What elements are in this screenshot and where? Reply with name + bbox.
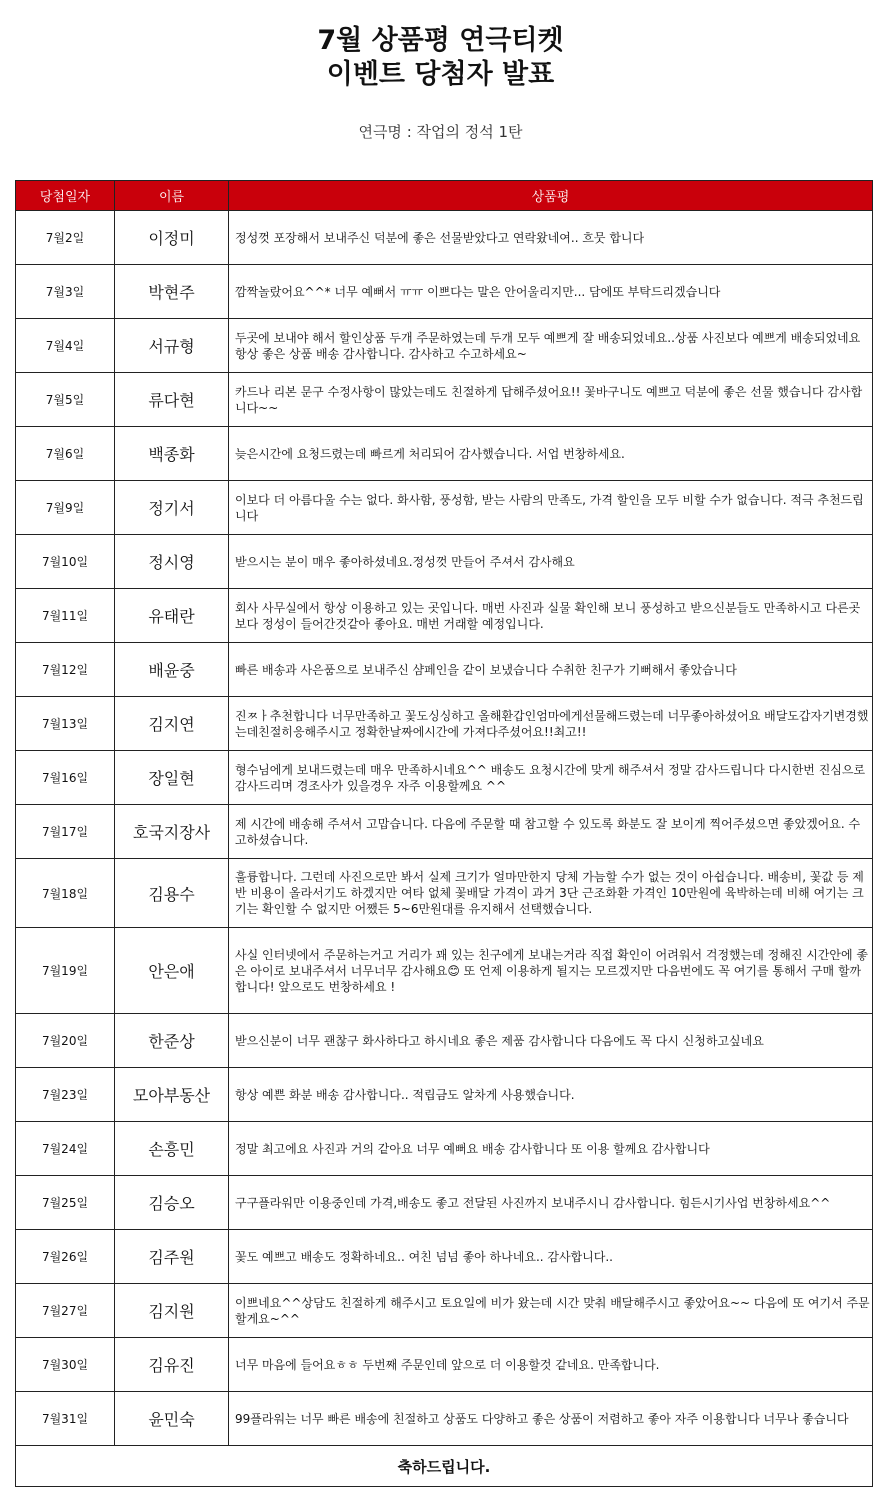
winner-date: 7월4일 (16, 319, 115, 373)
winner-review: 항상 예쁜 화분 배송 감사합니다.. 적립금도 알차게 사용했습니다. (229, 1068, 873, 1122)
winner-review: 받으시는 분이 매우 좋아하셨네요.정성껏 만들어 주셔서 감사해요 (229, 535, 873, 589)
table-row (16, 1014, 873, 1068)
winner-date: 7월18일 (16, 859, 115, 928)
table-row (16, 1176, 873, 1230)
winner-name: 김주원 (115, 1230, 229, 1284)
winner-name: 백종화 (115, 427, 229, 481)
winner-review: 정성껏 포장해서 보내주신 덕분에 좋은 선물받았다고 연락왔네여.. 흐뭇 합니다 (229, 211, 873, 265)
winner-name: 윤민숙 (115, 1392, 229, 1446)
table-row (16, 928, 873, 1014)
winner-date: 7월16일 (16, 751, 115, 805)
winner-review: 꽃도 예쁘고 배송도 정확하네요.. 여친 넘넘 좋아 하나네요.. 감사합니다.. (229, 1230, 873, 1284)
winner-date: 7월20일 (16, 1014, 115, 1068)
winner-review: 이쁘네요^^상담도 친절하게 해주시고 토요일에 비가 왔는데 시간 맞춰 배달해주시고 좋았어요~~ 다음에 또 여기서 주문할게요~^^ (229, 1284, 873, 1338)
winner-date: 7월31일 (16, 1392, 115, 1446)
winner-name: 김승오 (115, 1176, 229, 1230)
winner-date: 7월13일 (16, 697, 115, 751)
winner-name: 배윤중 (115, 643, 229, 697)
table-row (16, 1284, 873, 1338)
winner-review: 카드나 리본 문구 수정사항이 많았는데도 친절하게 답해주셨어요!! 꽃바구니도 예쁘고 덕분에 좋은 선물 했습니다 감사합니다~~ (229, 373, 873, 427)
table-footer-row (16, 1446, 873, 1487)
table-row (16, 1122, 873, 1176)
column-header-name: 이름 (115, 181, 229, 211)
winner-date: 7월12일 (16, 643, 115, 697)
winner-name: 호국지장사 (115, 805, 229, 859)
winner-review: 두곳에 보내야 해서 할인상품 두개 주문하였는데 두개 모두 예쁘게 잘 배송되었네요..상품 사진보다 예쁘게 배송되었네요 항상 좋은 상품 배송 감사합니다. 감사하고 수고하세요~ (229, 319, 873, 373)
table-row (16, 427, 873, 481)
table-row (16, 697, 873, 751)
congratulations-text: 축하드립니다. (16, 1446, 873, 1487)
winner-review: 너무 마음에 들어요ㅎㅎ 두번째 주문인데 앞으로 더 이용할것 같네요. 만족합니다. (229, 1338, 873, 1392)
winner-name: 박현주 (115, 265, 229, 319)
page-title (0, 24, 881, 92)
winner-date: 7월9일 (16, 481, 115, 535)
winner-review: 구구플라워만 이용중인데 가격,배송도 좋고 전달된 사진까지 보내주시니 감사합니다. 힘든시기사업 번창하세요^^ (229, 1176, 873, 1230)
winner-date: 7월26일 (16, 1230, 115, 1284)
winner-name: 손흥민 (115, 1122, 229, 1176)
winner-review: 이보다 더 아름다울 수는 없다. 화사함, 풍성함, 받는 사람의 만족도, 가격 할인을 모두 비할 수가 없습니다. 적극 추천드립니다 (229, 481, 873, 535)
winner-name: 이정미 (115, 211, 229, 265)
winner-name: 서규형 (115, 319, 229, 373)
winner-review: 진ㅉㅏ추천합니다 너무만족하고 꽃도싱싱하고 올해환갑인엄마에게선물해드렸는데 너무좋아하셨어요 배달도갑자기변경했는데친절히응해주시고 정확한날짜에시간에 가져다주셨어요!!최고!! (229, 697, 873, 751)
winner-date: 7월3일 (16, 265, 115, 319)
winner-review: 사실 인터넷에서 주문하는거고 거리가 꽤 있는 친구에게 보내는거라 직접 확인이 어려워서 걱정했는데 정해진 시간안에 좋은 아이로 보내주셔서 너무너무 감사해요😊 또 언제 이용하게 될지는 모르겠지만 다음번에도 꼭 여기를 통해서 구매 할까 합니다! 앞으로도 번창하세요 ! (229, 928, 873, 1014)
winner-date: 7월2일 (16, 211, 115, 265)
winner-date: 7월10일 (16, 535, 115, 589)
table-row (16, 319, 873, 373)
winner-review: 회사 사무실에서 항상 이용하고 있는 곳입니다. 매번 사진과 실물 확인해 보니 풍성하고 받으신분들도 만족하시고 다른곳보다 정성이 들어간것같아 좋아요. 매번 거래할 예정입니다. (229, 589, 873, 643)
table-row (16, 589, 873, 643)
table-row (16, 643, 873, 697)
winner-review: 받으신분이 너무 괜찮구 화사하다고 하시네요 좋은 제품 감사합니다 다음에도 꼭 다시 신청하고싶네요 (229, 1014, 873, 1068)
table-row (16, 1230, 873, 1284)
table-header-row (16, 181, 873, 211)
winners-table (15, 180, 873, 1487)
winner-date: 7월19일 (16, 928, 115, 1014)
winner-date: 7월30일 (16, 1338, 115, 1392)
winner-review: 빠른 배송과 사은품으로 보내주신 샴페인을 같이 보냈습니다 수취한 친구가 기뻐해서 좋았습니다 (229, 643, 873, 697)
winner-date: 7월6일 (16, 427, 115, 481)
winner-name: 모아부동산 (115, 1068, 229, 1122)
winner-name: 장일현 (115, 751, 229, 805)
column-header-review: 상품평 (229, 181, 873, 211)
winner-date: 7월23일 (16, 1068, 115, 1122)
table-row (16, 211, 873, 265)
table-row (16, 1068, 873, 1122)
winner-name: 안은애 (115, 928, 229, 1014)
table-row (16, 805, 873, 859)
winner-name: 유태란 (115, 589, 229, 643)
winner-review: 깜짝놀랐어요^^* 너무 예뻐서 ㅠㅠ 이쁘다는 말은 안어울리지만... 담에또 부탁드리겠습니다 (229, 265, 873, 319)
winner-review: 형수님에게 보내드렸는데 매우 만족하시네요^^ 배송도 요청시간에 맞게 해주셔서 정말 감사드립니다 다시한번 진심으로 감사드리며 경조사가 있을경우 자주 이용할께요 ^^ (229, 751, 873, 805)
table-row (16, 535, 873, 589)
title-line-1: 7월 상품평 연극티켓 (317, 25, 564, 56)
winner-name: 김지연 (115, 697, 229, 751)
table-row (16, 265, 873, 319)
winner-date: 7월27일 (16, 1284, 115, 1338)
title-line-2: 이벤트 당첨자 발표 (326, 59, 555, 90)
winner-review: 정말 최고에요 사진과 거의 같아요 너무 예뻐요 배송 감사합니다 또 이용 할께요 감사합니다 (229, 1122, 873, 1176)
table-row (16, 481, 873, 535)
winner-date: 7월11일 (16, 589, 115, 643)
table-row (16, 751, 873, 805)
winner-name: 김유진 (115, 1338, 229, 1392)
table-row (16, 1392, 873, 1446)
table-row (16, 1338, 873, 1392)
winner-date: 7월5일 (16, 373, 115, 427)
winner-date: 7월25일 (16, 1176, 115, 1230)
winner-date: 7월24일 (16, 1122, 115, 1176)
winner-review: 늦은시간에 요청드렸는데 빠르게 처리되어 감사했습니다. 서업 번창하세요. (229, 427, 873, 481)
winner-name: 류다현 (115, 373, 229, 427)
winner-name: 김용수 (115, 859, 229, 928)
table-body (16, 211, 873, 1446)
table-row (16, 859, 873, 928)
winner-review: 99플라워는 너무 빠른 배송에 친절하고 상품도 다양하고 좋은 상품이 저렴하고 좋아 자주 이용합니다 너무나 좋습니다 (229, 1392, 873, 1446)
winner-name: 한준상 (115, 1014, 229, 1068)
winner-name: 정시영 (115, 535, 229, 589)
winner-name: 정기서 (115, 481, 229, 535)
play-title: 연극명 : 작업의 정석 1탄 (358, 123, 523, 141)
column-header-date: 당첨일자 (16, 181, 115, 211)
table-row (16, 373, 873, 427)
winner-date: 7월17일 (16, 805, 115, 859)
winner-review: 훌륭합니다. 그런데 사진으로만 봐서 실제 크기가 얼마만한지 당체 가늠할 수가 없는 것이 아쉽습니다. 배송비, 꽃값 등 제반 비용이 올라서기도 하겠지만 여타 없체 꽃배달 가격이 과거 3단 근조화환 가격인 10만원에 육박하는데 비해 여기는 크기는 확인할 수 없지만 어쨌든 5~6만원대를 유지해서 선택했습니다. (229, 859, 873, 928)
winner-name: 김지원 (115, 1284, 229, 1338)
winner-review: 제 시간에 배송해 주셔서 고맙습니다. 다음에 주문할 때 참고할 수 있도록 화분도 잘 보이게 찍어주셨으면 좋았겠어요. 수고하셨습니다. (229, 805, 873, 859)
